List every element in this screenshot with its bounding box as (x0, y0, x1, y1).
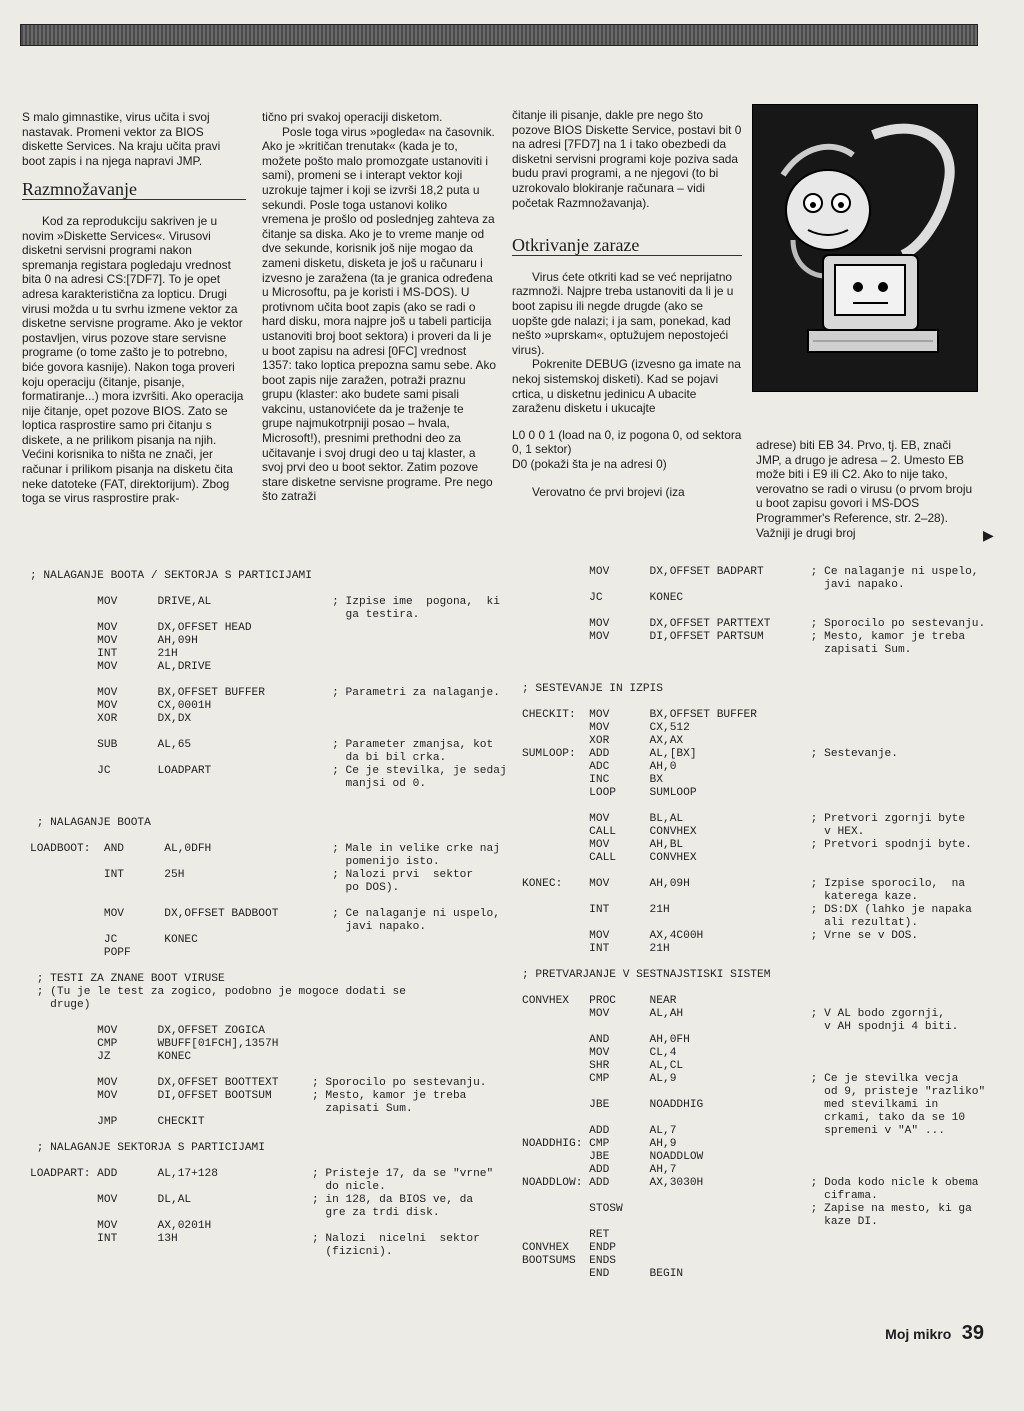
col3-paragraph: čitanje ili pisanje, dakle pre nego što pozove BIOS Diskette Service, postavi bit 0 na adresi [7FD7] na 1 i tako obezbedi da disketni servisni programi koje poziva sada budu pravi programi, a ne njegovi (to bi uzrokovalo blokiranje računara – vidi početak Razmnožavanja). (512, 108, 742, 210)
code-listing-left: ; NALAGANJE BOOTA / SEKTORJA S PARTICIJAMI MOV DRIVE,AL ; Izpise ime pogona, ki ga testira. MOV DX,OFFSET HEAD MOV AH,09H INT 21H MOV AL,DRIVE MOV BX,OFFSET BUFFER ; Parametri za nalaganje. MOV CX,0001H XOR DX,DX SUB AL,65 ; Parameter zmanjsa, kot da bi bil crka. JC LOADPART ; Ce je stevilka, je sedaj manjsi od 0. ; NALAGANJE BOOTA LOADBOOT: AND AL,0DFH ; Male in velike crke naj pomenijo isto. INT 25H ; Nalozi prvi sektor po DOS). MOV DX,OFFSET BADBOOT ; Ce nalaganje ni uspelo, javi napako. JC KONEC POPF ; TESTI ZA ZNANE BOOT VIRUSE ; (Tu je le test za zogico, podobno je mogoce dodati se druge) MOV DX,OFFSET ZOGICA CMP WBUFF[01FCH],1357H JZ KONEC MOV DX,OFFSET BOOTTEXT ; Sporocilo po sestevanju. MOV DI,OFFSET BOOTSUM ; Mesto, kamor je treba zapisati Sum. JMP CHECKIT ; NALAGANJE SEKTORJA S PARTICIJAMI LOADPART: ADD AL,17+128 ; Pristeje 17, da se "vrne" do nicle. MOV DL,AL ; in 128, da BIOS ve, da gre za trdi disk. MOV AX,0201H INT 13H ; Nalozi nicelni sektor (fizicni). (30, 570, 507, 1258)
continue-arrow-icon: ▶ (983, 527, 994, 543)
col3-paragraph-4: Verovatno će prvi brojevi (iza (532, 485, 685, 500)
debug-command-1: L0 0 0 1 (load na 0, iz pogona 0, od sektora 0, 1 sektor) (512, 427, 742, 457)
section-heading-otkrivanje: Otkrivanje zaraze (512, 238, 742, 256)
col1-paragraph-2: Kod za reprodukciju sakriven je u novim »Diskette Services«. Virusovi disketni servisni programi nakon spremanja registara pogledaju vrednost bita 0 na adresi CS:[7DF7]. To je opet adresa karakteristična za lopticu. Drugi virusi možda u tu svrhu izmene vektor za disketne servisne programe. Ako je vektor postavljen, virus pozove stare servisne programe (o tome zašto je to potrebno, biće govora kasnije). Nakon toga proveri koju operaciju (čitanje, pisanje, formatiranje...) mora izvršiti. Ako operacija nije čitanje, opet pozove BIOS. Zato se loptica rasprostire samo pri čitanju s diskete, a ne prilikom pisanja na njih. Većini korisnika to ništa ne znači, jer računar i prilikom pisanja na disketu čita neke datoteke (FAT, direktorijum). Zbog toga se virus rasprostire prak- (22, 213, 244, 506)
virus-cartoon-drawing (753, 105, 977, 391)
col3-paragraph-3: Pokrenite DEBUG (izvesno ga imate na nekoj sistemskoj disketi). Kad se pojavi crtica, u disketnu jedinicu A ubacite zaraženu disketu i ukucajte (512, 357, 741, 416)
article-column-4 (756, 438, 978, 540)
page-number: 39 (961, 1322, 984, 1344)
col3-paragraph-2: Virus ćete otkriti kad se već neprijatno razmnoži. Najpre treba ustanoviti da li je u boot zapisu ili negde drugde (ako se uopšte gde nalazi; i ja sam, ponekad, kad nešto »uprskam«, optužujem nepostojeći virus). (512, 269, 734, 357)
article-column-2 (262, 110, 496, 504)
col4-paragraph: adrese) biti EB 34. Prvo, tj. EB, znači JMP, a drugo je adresa – 2. Umesto EB može biti i E9 ili C2. Ako to nije tako, verovatno se radi o virusu (o prvom broju u boot zapisu govori i MS-DOS Programmer's Reference, str. 2–28). Važniji je drugi broj (756, 438, 973, 540)
debug-command-2: D0 (pokaži šta je na adresi 0) (512, 456, 667, 471)
illustration-virus-cartoon (752, 104, 978, 392)
col2-paragraph: tično pri svakoj operaciji disketom. (262, 110, 443, 124)
article-column-1 (22, 110, 246, 506)
col1-paragraph: S malo gimnastike, virus učita i svoj nastavak. Promeni vektor za BIOS diskette Services. Na kraju učita pravi boot zapis i na njega napravi JMP. (22, 110, 221, 168)
col2-paragraph-2: Posle toga virus »pogleda« na časovnik. Ako je »kritičan trenutak« (kada je to, možete pošto malo promozgate ustanoviti i sami), promeni se i interapt vektor koji uzrokuje tajmer i koji se izvrši 18,2 puta u sekundi. Posle toga ustanovi koliko vremena je prošlo od poslednjeg zahteva za čitanje sa diska. Ako je to vreme manje od dve sekunde, korisnik još nije mogao da zameni disketu, disketa je još u računaru i izvesno je zaražena (ta je granica određena u Microsoftu, pa je koristi i MS-DOS). U protivnom učita boot zapis (ako se radi o hard disku, mora najpre još u tabeli particija ustanoviti broj boot sektora) i proveri da li je u boot zapisu na adresi [0FC] vrednost 1357: tako loptica prepozna samu sebe. Ako boot zapis nije zaražen, potraži praznu grupu (klaster: ako budete sami pisali vakcinu, ustanovićete da je traženje te grupe najmukotrpniji posao – hvala, Microsoft!), presnimi prethodni deo za učitavanje i svoj drugi deo u taj klaster, a svoj prvi deo u boot sektor. Zatim pozove stare disketne servisne programe. Pre nego što zatraži (262, 124, 497, 504)
page-footer (885, 1322, 984, 1345)
section-heading-razmnozavanje: Razmnožavanje (22, 182, 246, 200)
top-decorative-bar (20, 24, 978, 46)
article-column-3 (512, 108, 742, 500)
code-listing-right: MOV DX,OFFSET BADPART ; Ce nalaganje ni uspelo, javi napako. JC KONEC MOV DX,OFFSET PARTTEXT ; Sporocilo po sestevanju. MOV DI,OFFSET PARTSUM ; Mesto, kamor je treba zapisati Sum. ; SESTEVANJE IN IZPIS CHECKIT: MOV BX,OFFSET BUFFER MOV CX,512 XOR AX,AX SUMLOOP: ADD AL,[BX] ; Sestevanje. ADC AH,0 INC BX LOOP SUMLOOP MOV BL,AL ; Pretvori zgornji byte CALL CONVHEX v HEX. MOV AH,BL ; Pretvori spodnji byte. CALL CONVHEX KONEC: MOV AH,09H ; Izpise sporocilo, na katerega kaze. INT 21H ; DS:DX (lahko je napaka ali rezultat). MOV AX,4C00H ; Vrne se v DOS. INT 21H ; PRETVARJANJE V SESTNAJSTISKI SISTEM CONVHEX PROC NEAR MOV AL,AH ; V AL bodo zgornji, v AH spodnji 4 biti. AND AH,0FH MOV CL,4 SHR AL,CL CMP AL,9 ; Ce je stevilka vecja od 9, pristeje "razliko" JBE NOADDHIG med stevilkami in crkami, tako da se 10 ADD AL,7 spremeni v "A" ... NOADDHIG: CMP AH,9 JBE NOADDLOW ADD AH,7 NOADDLOW: ADD AX,3030H ; Doda kodo nicle k obema ciframa. STOSW ; Zapise na mesto, ki ga kaze DI. RET CONVHEX ENDP BOOTSUMS ENDS END BEGIN (522, 566, 986, 1280)
magazine-name: Moj mikro (885, 1326, 952, 1342)
